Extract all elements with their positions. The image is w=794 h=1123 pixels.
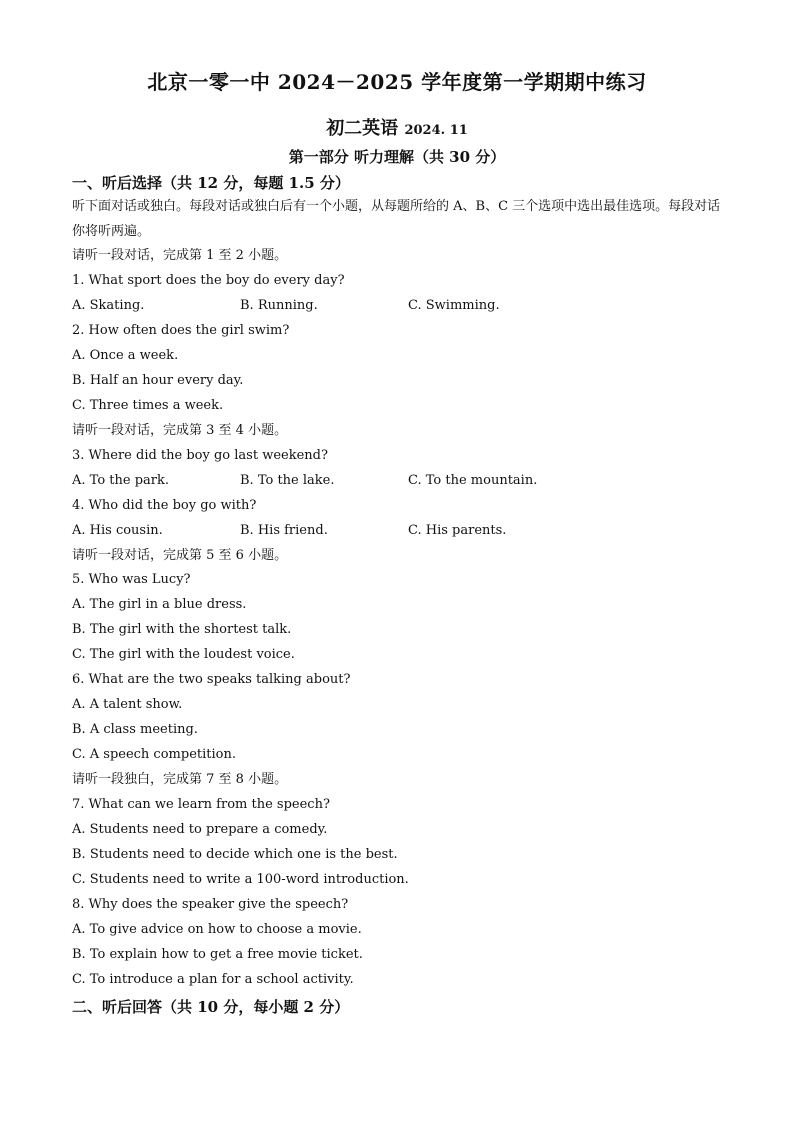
q2-option-b: B. Half an hour every day.: [72, 373, 244, 388]
subject-name: 初二英语: [326, 118, 399, 139]
q1-option-b: B. Running.: [240, 298, 318, 313]
section-1-instructions: 听下面对话或独白。每段对话或独白后有一个小题，从每题所给的 A、B、C 三个选项中选出最佳选项。每段对话你将听两遍。: [72, 199, 721, 239]
q6-option-a: A. A talent show.: [72, 697, 183, 712]
q7-option-c: C. Students need to write a 100-word introduction.: [72, 872, 409, 887]
listening-prompt: 请听一段对话，完成第 1 至 2 小题。: [72, 248, 288, 263]
q8-option-a: A. To give advice on how to choose a movie.: [72, 922, 362, 937]
q3-option-b: B. To the lake.: [240, 473, 335, 488]
exam-date: 2024. 11: [404, 123, 468, 138]
q8-option-b: B. To explain how to get a free movie ticket.: [72, 947, 363, 962]
q6-option-c: C. A speech competition.: [72, 747, 236, 762]
q1-option-c: C. Swimming.: [408, 298, 500, 313]
q4-option-b: B. His friend.: [240, 523, 328, 538]
q3-option-a: A. To the park.: [72, 473, 169, 488]
q1-option-a: A. Skating.: [72, 298, 145, 313]
question-5: 5. Who was Lucy?: [72, 572, 191, 587]
exam-title: 北京一零一中 2024－2025 学年度第一学期期中练习: [147, 70, 647, 94]
question-1: 1. What sport does the boy do every day?: [72, 273, 345, 288]
q8-option-c: C. To introduce a plan for a school activity.: [72, 972, 354, 987]
part-heading: 第一部分 听力理解（共 30 分）: [288, 148, 506, 166]
question-8: 8. Why does the speaker give the speech?: [72, 897, 349, 912]
q7-option-b: B. Students need to decide which one is the best.: [72, 847, 398, 862]
q4-option-c: C. His parents.: [408, 523, 507, 538]
q5-option-b: B. The girl with the shortest talk.: [72, 622, 292, 637]
q3-option-c: C. To the mountain.: [408, 473, 538, 488]
q6-option-b: B. A class meeting.: [72, 722, 198, 737]
section-1-heading: 一、听后选择（共 12 分，每题 1.5 分）: [72, 174, 350, 192]
q5-option-c: C. The girl with the loudest voice.: [72, 647, 295, 662]
q2-option-c: C. Three times a week.: [72, 398, 224, 413]
q2-option-a: A. Once a week.: [72, 348, 179, 363]
listening-prompt: 请听一段独白，完成第 7 至 8 小题。: [72, 772, 288, 787]
section-2-heading: 二、听后回答（共 10 分，每小题 2 分）: [72, 998, 350, 1016]
q4-option-a: A. His cousin.: [72, 523, 163, 538]
question-7: 7. What can we learn from the speech?: [72, 797, 330, 812]
q5-option-a: A. The girl in a blue dress.: [72, 597, 247, 612]
question-3: 3. Where did the boy go last weekend?: [72, 448, 328, 463]
question-4: 4. Who did the boy go with?: [72, 498, 257, 513]
question-6: 6. What are the two speaks talking about?: [72, 672, 351, 687]
q7-option-a: A. Students need to prepare a comedy.: [72, 822, 328, 837]
listening-prompt: 请听一段对话，完成第 5 至 6 小题。: [72, 548, 288, 563]
subject-line: [0, 114, 794, 140]
listening-prompt: 请听一段对话，完成第 3 至 4 小题。: [72, 423, 288, 438]
question-2: 2. How often does the girl swim?: [72, 323, 290, 338]
